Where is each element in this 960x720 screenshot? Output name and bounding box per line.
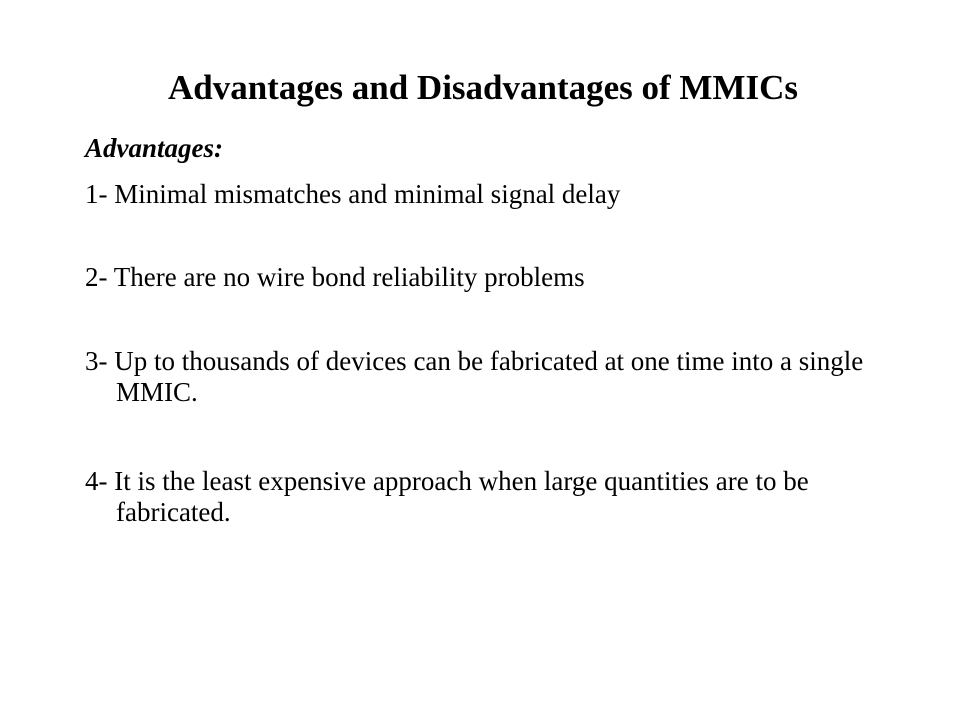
advantages-heading: Advantages: [85,133,223,163]
list-item: 3- Up to thousands of devices can be fabricated at one time into a single MMIC. [85,346,864,407]
slide-title: Advantages and Disadvantages of MMICs [167,68,799,107]
list-item: 2- There are no wire bond reliability problems [85,262,585,292]
list-item: 1- Minimal mismatches and minimal signal delay [85,179,621,209]
list-item: 4- It is the least expensive approach when large quantities are to be fabricated. [85,466,809,527]
